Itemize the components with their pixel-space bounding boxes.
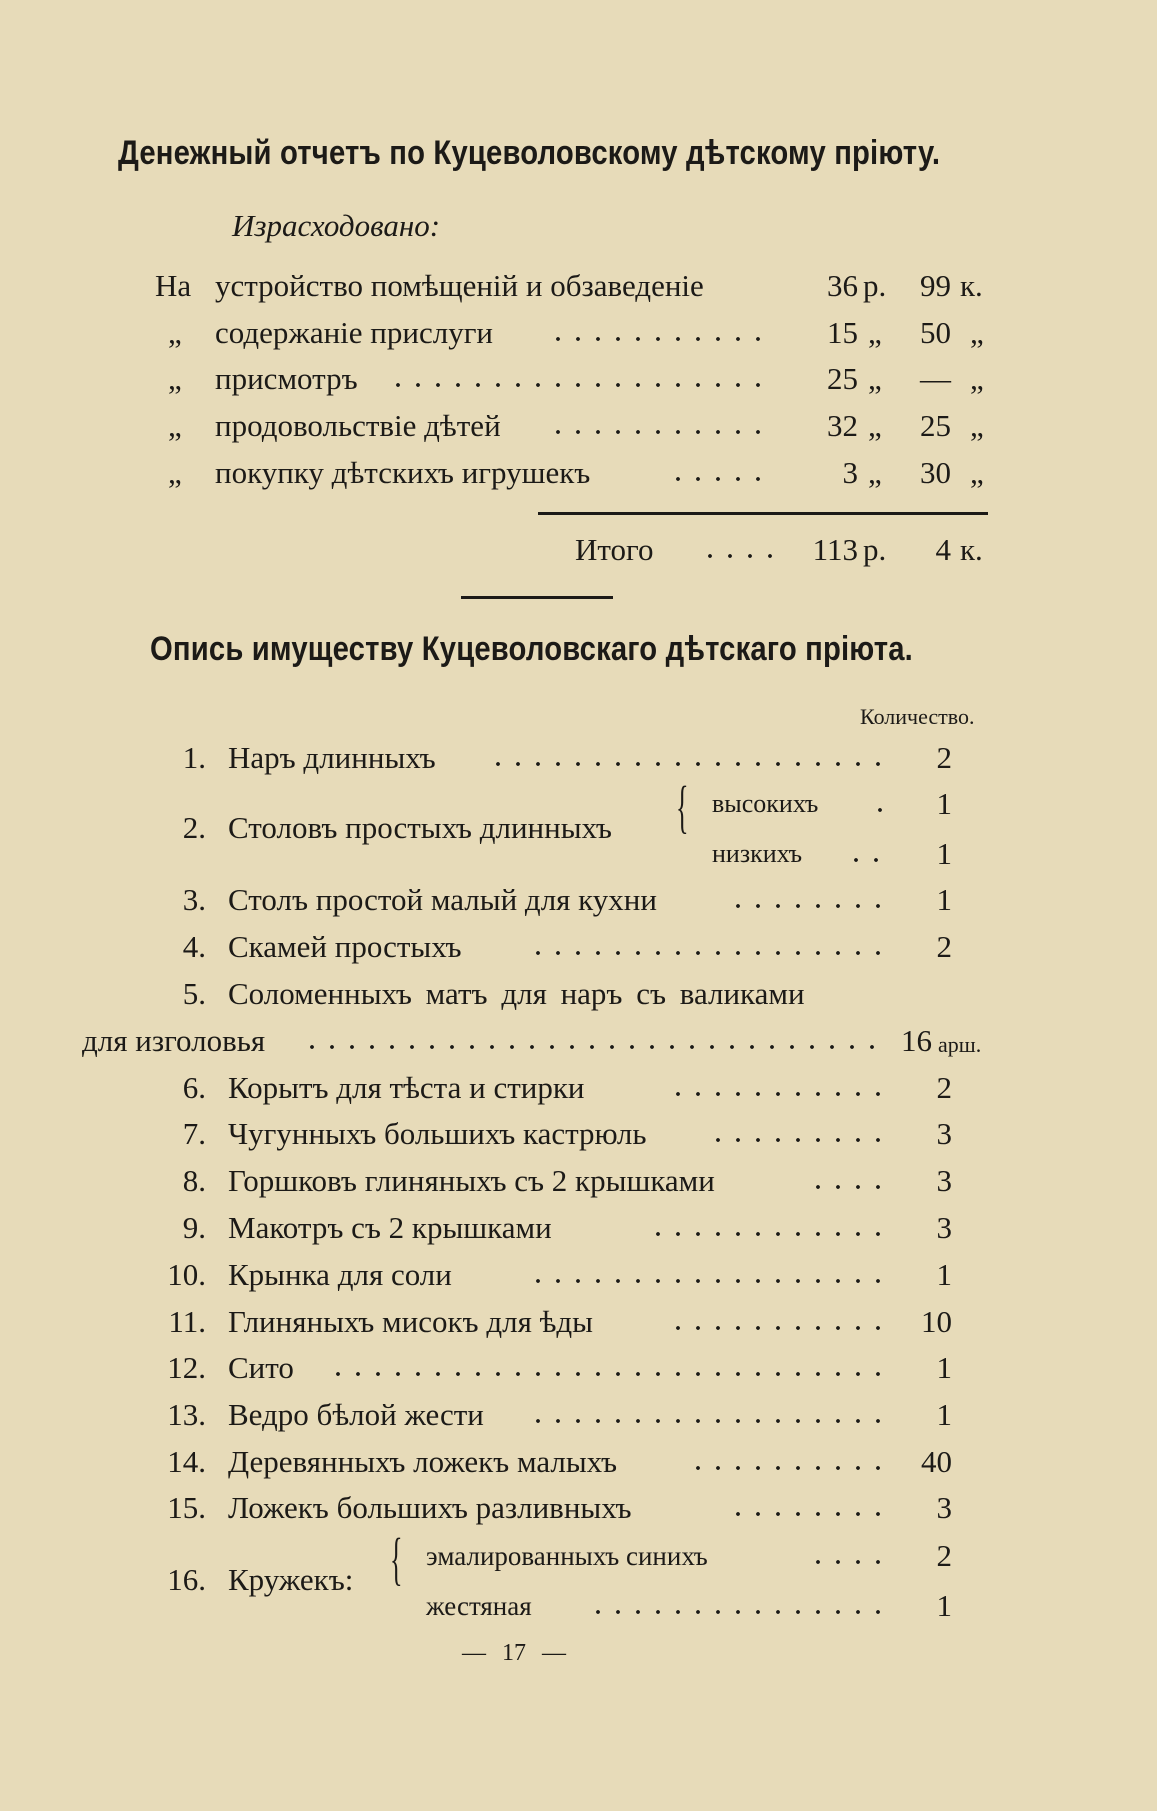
item-label: Ложекъ большихъ разливныхъ <box>228 1490 632 1525</box>
item-quantity-unit: арш. <box>938 1032 982 1057</box>
item-number: 2. <box>182 810 206 845</box>
inventory-row <box>0 1066 1157 1110</box>
expense-rubles-unit: „ <box>868 361 882 396</box>
expense-kopecks: 99 <box>920 268 951 303</box>
expense-lead: „ <box>168 455 182 490</box>
report-title: Денежный отчетъ по Куцеволовскому дѣтскому пріюту. <box>118 134 941 172</box>
item-number: 3. <box>182 882 206 917</box>
leader-dots <box>808 1560 888 1564</box>
item-quantity: 2 <box>936 1070 952 1105</box>
leader-dots <box>488 762 888 766</box>
item-number: 8. <box>182 1163 206 1198</box>
item-label: Глиняныхъ мисокъ для ѣды <box>228 1304 594 1339</box>
item-number: 5. <box>182 976 206 1011</box>
inventory-row <box>0 1300 1157 1344</box>
expense-rubles-unit: „ <box>868 315 882 350</box>
leader-dots <box>728 1512 888 1516</box>
expense-rubles: 25 <box>827 361 858 396</box>
item-label: Деревянныхъ ложекъ малыхъ <box>228 1444 618 1479</box>
total-label: Итого <box>575 532 654 567</box>
expense-row <box>0 311 1157 355</box>
leader-dots <box>588 1610 888 1614</box>
inventory-row <box>0 1206 1157 1250</box>
expense-kopecks-unit: к. <box>960 268 983 303</box>
item-quantity: 1 <box>936 1588 952 1623</box>
leader-dots <box>328 1372 888 1376</box>
item-quantity: 40 <box>921 1444 952 1479</box>
expense-row <box>0 404 1157 448</box>
item-number: 14. <box>167 1444 206 1479</box>
item-label: Сито <box>228 1350 294 1385</box>
expense-rubles-unit: „ <box>868 408 882 443</box>
inventory-row <box>0 1346 1157 1390</box>
item-label: Чугунныхъ большихъ кастрюль <box>228 1116 647 1151</box>
item-label: Крынка для соли <box>228 1257 452 1292</box>
inventory-row <box>0 972 1157 1016</box>
leader-dots <box>528 951 888 955</box>
item-quantity: 16 <box>901 1023 932 1058</box>
item-sub-label: низкихъ <box>712 839 803 868</box>
total-kopecks: 4 <box>935 532 951 567</box>
leader-dots <box>700 554 780 558</box>
expense-kopecks: 50 <box>920 315 951 350</box>
item-quantity: 2 <box>936 929 952 964</box>
expense-label: устройство помѣщеній и обзаведеніе <box>215 268 704 303</box>
item-label: Горшковъ глиняныхъ съ 2 крышками <box>228 1163 715 1198</box>
leader-dots <box>548 430 768 434</box>
inventory-row <box>0 1112 1157 1156</box>
item-label: Наръ длинныхъ <box>228 740 436 775</box>
item-number: 11. <box>168 1304 206 1339</box>
item-number: 13. <box>167 1397 206 1432</box>
item-number: 1. <box>182 740 206 775</box>
leader-dots <box>668 1092 888 1096</box>
leader-dots <box>648 1232 888 1236</box>
expense-kopecks-unit: „ <box>970 455 984 490</box>
item-label: Кружекъ: <box>228 1562 354 1597</box>
inventory-subrow <box>0 832 1157 876</box>
leader-dots <box>302 1045 882 1049</box>
item-label: Макотръ съ 2 крышками <box>228 1210 552 1245</box>
expense-kopecks: 30 <box>920 455 951 490</box>
item-quantity: 1 <box>936 786 952 821</box>
expense-lead: „ <box>168 361 182 396</box>
item-number: 4. <box>182 929 206 964</box>
inventory-subrow <box>0 1534 1157 1578</box>
total-row <box>0 528 1157 572</box>
leader-dots <box>528 1419 888 1423</box>
expense-lead: „ <box>168 408 182 443</box>
item-quantity: 10 <box>921 1304 952 1339</box>
item-quantity: 1 <box>936 1257 952 1292</box>
item-sub-label: эмалированныхъ синихъ <box>426 1541 708 1571</box>
total-kopecks-unit: к. <box>960 532 983 567</box>
expense-label: присмотръ <box>215 361 358 396</box>
item-label: Скамей простыхъ <box>228 929 462 964</box>
total-rubles: 113 <box>812 532 858 567</box>
leader-dots <box>668 1326 888 1330</box>
inventory-row <box>0 1393 1157 1437</box>
item-sub-label: высокихъ <box>712 789 819 818</box>
expense-rubles: 3 <box>842 455 858 490</box>
expense-kopecks-unit: „ <box>970 315 984 350</box>
item-label: Столъ простой малый для кухни <box>228 882 657 917</box>
expense-row <box>0 264 1157 308</box>
item-quantity: 1 <box>936 1350 952 1385</box>
inventory-subrow <box>0 782 1157 826</box>
item-sub-label: жестяная <box>426 1591 532 1621</box>
page-number: — 17 — <box>462 1640 566 1666</box>
expense-lead: На <box>155 268 192 303</box>
leader-dots <box>388 383 768 387</box>
inventory-title: Опись имуществу Куцеволовскаго дѣтскаго пріюта. <box>150 630 913 668</box>
item-quantity: 2 <box>936 740 952 775</box>
inventory-row <box>0 878 1157 922</box>
inventory-row <box>0 1159 1157 1203</box>
total-rule <box>538 512 988 515</box>
item-number: 10. <box>167 1257 206 1292</box>
item-number: 6. <box>182 1070 206 1105</box>
report-subhead: Израсходовано: <box>232 208 441 243</box>
leader-dots <box>708 1138 888 1142</box>
expense-lead: „ <box>168 315 182 350</box>
leader-dots <box>528 1279 888 1283</box>
item-label: Ведро бѣлой жести <box>228 1397 484 1432</box>
expense-label: продовольствіе дѣтей <box>215 408 501 443</box>
item-quantity: 3 <box>936 1210 952 1245</box>
inventory-row <box>0 1486 1157 1530</box>
item-quantity: 1 <box>936 836 952 871</box>
total-rubles-unit: р. <box>863 532 887 567</box>
item-quantity: 1 <box>936 882 952 917</box>
expense-rubles: 36 <box>827 268 858 303</box>
item-label: Соломенныхъ матъ для наръ съ валиками <box>228 976 805 1011</box>
expense-row <box>0 357 1157 401</box>
inventory-row <box>0 1253 1157 1297</box>
item-number: 7. <box>182 1116 206 1151</box>
inventory-row <box>0 736 1157 780</box>
item-quantity: 2 <box>936 1538 952 1573</box>
inventory-row <box>0 925 1157 969</box>
item-quantity: 3 <box>936 1490 952 1525</box>
inventory-row <box>0 1440 1157 1484</box>
leader-dots <box>688 1466 888 1470</box>
expense-kopecks-unit: „ <box>970 361 984 396</box>
leader-dots <box>668 477 768 481</box>
inventory-subrow <box>0 1584 1157 1628</box>
item-number: 9. <box>182 1210 206 1245</box>
expense-rubles-unit: „ <box>868 455 882 490</box>
expense-row <box>0 451 1157 495</box>
expense-rubles: 32 <box>827 408 858 443</box>
brace: { <box>390 1526 403 1591</box>
item-label: Столовъ простыхъ длинныхъ <box>228 810 612 845</box>
expense-kopecks: — <box>920 361 951 396</box>
item-number: 12. <box>167 1350 206 1385</box>
brace: { <box>676 774 689 839</box>
expense-rubles: 15 <box>827 315 858 350</box>
expense-kopecks: 25 <box>920 408 951 443</box>
inventory-row-continued <box>0 1019 1157 1063</box>
leader-dots <box>728 904 888 908</box>
item-quantity: 3 <box>936 1163 952 1198</box>
item-number: 16. <box>167 1562 206 1597</box>
item-quantity: 3 <box>936 1116 952 1151</box>
item-number: 15. <box>167 1490 206 1525</box>
item-quantity: 1 <box>936 1397 952 1432</box>
expense-label: содержаніе прислуги <box>215 315 494 350</box>
leader-dots <box>808 1185 888 1189</box>
quantity-header: Количество. <box>860 704 975 729</box>
expense-kopecks-unit: „ <box>970 408 984 443</box>
item-label-continued: для изголовья <box>82 1023 266 1058</box>
item-label: Корытъ для тѣста и стирки <box>228 1070 585 1105</box>
section-divider <box>461 596 613 599</box>
leader-dots <box>548 337 768 341</box>
expense-label: покупку дѣтскихъ игрушекъ <box>215 455 591 490</box>
expense-rubles-unit: р. <box>863 268 887 303</box>
